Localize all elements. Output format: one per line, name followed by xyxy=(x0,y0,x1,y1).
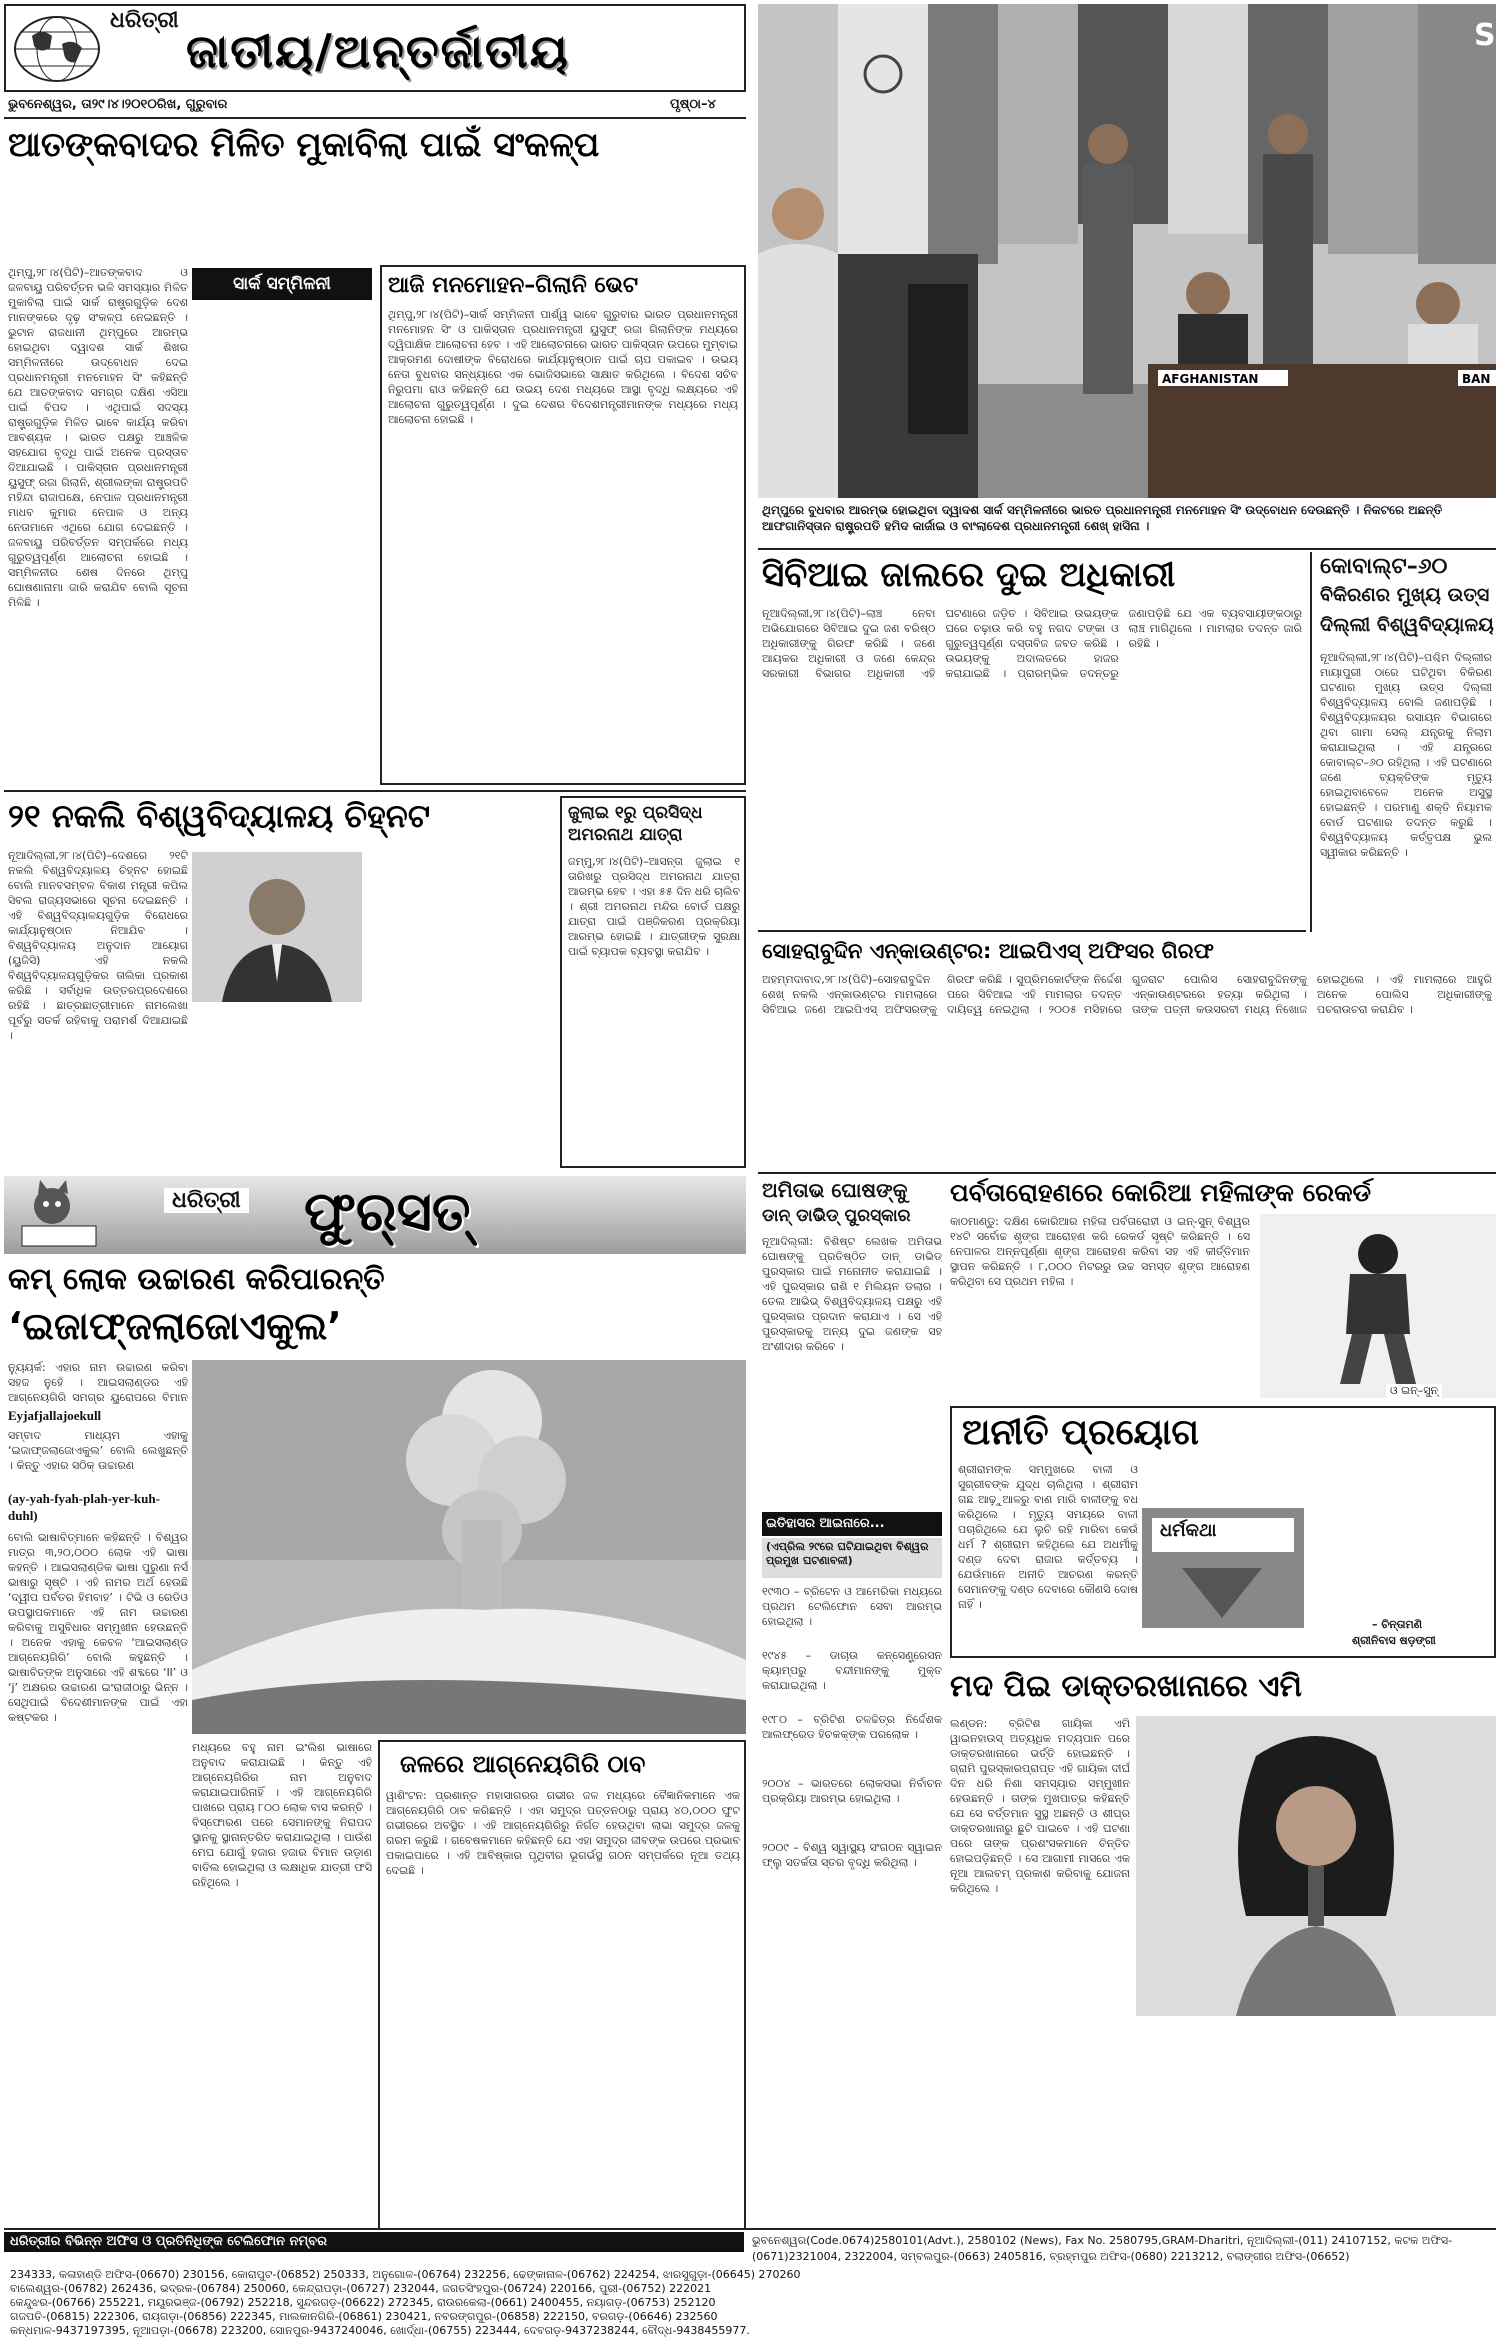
divider xyxy=(4,117,746,119)
volcano-col2: ମଧ୍ୟରେ ବହୁ ନାମ ଇଂଲିଶ ଭାଷାରେ ଅନୁବାଦ କରାଯାଇଛି । କିନ୍ତୁ ଏହି ଆଗ୍ନେୟଗିରିର ନାମ ଅନୁବାଦ କରାଯାଇପାରିନାହିଁ । ଏହି ଆଗ୍ନେୟଗିରି ପାଖରେ ପ୍ରାୟ ୮୦୦ ଲୋକ ବାସ କରନ୍ତି । ବିସ୍ଫୋରଣ ପରେ ସେମାନଙ୍କୁ ନିରାପଦ ସ୍ଥାନକୁ ସ୍ଥାନାନ୍ତରିତ କରାଯାଇଥିଲା । ପାଉଁଶ ମେଘ ଯୋଗୁଁ ହଜାର ହଜାର ବିମାନ ଉଡ଼ାଣ ବାତିଲ ହୋଇଥିଲା ଓ ଲକ୍ଷାଧିକ ଯାତ୍ରୀ ଫସି ରହିଥିଲେ । xyxy=(192,1741,372,1889)
volcano-latin-name: Eyjafjallajoekull xyxy=(8,1408,102,1423)
footer-line: ଭୁବନେଶ୍ୱର(Code.0674)2580101(Advt.), 2580102 (News), Fax No. 2580795,GRAM-Dharitri, ନୂଆଦିଲ୍ଲୀ-(011) 24107152, କଟକ ଅଫିସ- xyxy=(752,2234,1453,2247)
volcano-photo xyxy=(192,1360,746,1734)
amy-headline: ମଦ ପିଇ ଡାକ୍ତରଖାନାରେ ଏମି xyxy=(950,1669,1302,1704)
history-box xyxy=(762,1512,942,2328)
footer xyxy=(4,2228,1496,2336)
anniti-author-2: ଶ୍ରୀନିବାସ ଷଡ଼ଙ୍ଗୀ xyxy=(1352,1634,1436,1647)
underwater-headline: ଜଳରେ ଆଗ୍ନେୟଗିରି ଠାବ xyxy=(400,1750,646,1778)
sohrabuddin-headline: ସୋହରାବୁଦ୍ଦିନ ଏନ୍‌କାଉଣ୍ଟର: ଆଇପିଏସ୍ ଅଫିସର ଗିରଫ xyxy=(762,939,1214,963)
page-number: ପୃଷ୍ଠା–୪ xyxy=(670,97,716,112)
volcano-body-2: ସମ୍ବାଦ ମାଧ୍ୟମ ଏହାକୁ ‘ଇଜାଫ୍‌ଜଲାଜୋଏକୁଲ’ ବୋଲି ଲେଖୁଛନ୍ତି । କିନ୍ତୁ ଏହାର ସଠିକ୍ ଉଚ୍ଚାରଣ xyxy=(8,1429,188,1472)
lead-badge: ସାର୍କ ସମ୍ମିଳନୀ xyxy=(192,268,372,300)
sub-story-box xyxy=(380,265,746,785)
footer-line: କେନ୍ଦୁଝର-(06766) 255221, ମୟୂରଭଞ୍ଜ-(06792) 252218, ସୁନ୍ଦରଗଡ଼-(06622) 272345, ରାଉରକେଲା-(0661) 2400455, ନୟାଗଡ଼-(06753) 252120 xyxy=(10,2296,716,2309)
cobalt-headline-2: ବିକିରଣର ମୁଖ୍ୟ ଉତ୍ସ xyxy=(1320,584,1490,606)
cat-icon xyxy=(12,1180,102,1250)
sub-headline: ଆଜି ମନମୋହନ–ଗିଲାନି ଭେଟ xyxy=(388,273,639,298)
history-title: ଇତିହାସର ଆଇନାରେ... xyxy=(762,1512,942,1536)
dateline: ଭୁବନେଶ୍ୱର, ତା୨୯।୪।୨୦୧୦ରିଖ, ଗୁରୁବାର xyxy=(8,97,228,112)
volcano-body-3: ବୋଲି ଭାଷାବିତ୍‌ମାନେ କହିଛନ୍ତି । ବିଶ୍ୱର ମାତ୍ର ୩,୨୦,୦୦୦ ଲୋକ ଏହି ଭାଷା କହନ୍ତି । ଆଇସଲାଣ୍ଡିକ ଭାଷା ପୁରୁଣା ନର୍ସ ଭାଷାରୁ ସୃଷ୍ଟି । ଏହି ନାମର ଅର୍ଥ ହେଉଛି ‘ଦ୍ୱୀପ ପର୍ବତର ହିମବାହ’ । ଟିଭି ଓ ରେଡିଓ ଉପସ୍ଥାପକମାନେ ଏହି ନାମ ଉଚ୍ଚାରଣ କରିବାକୁ ଅସୁବିଧାର ସମ୍ମୁଖୀନ ହେଉଛନ୍ତି । ଅନେକ ଏହାକୁ କେବଳ ‘ଆଇସଲାଣ୍ଡ ଆଗ୍ନେୟଗିରି’ ବୋଲି କହୁଛନ୍ତି । ଭାଷାବିତ୍‌ଙ୍କ ଅନୁସାରେ ଏହି ଶବ୍ଦରେ ‘ll’ ଓ ‘j’ ଅକ୍ଷରର ଉଚ୍ଚାରଣ ଇଂରାଜୀଠାରୁ ଭିନ୍ନ । ସେଥିପାଇଁ ବିଦେଶୀମାନଙ୍କ ପାଇଁ ଏହା କଷ୍ଟକର । xyxy=(8,1531,188,1724)
fake-univ-body: ନୂଆଦିଲ୍ଲୀ,୨୮।୪(ପିଟି)–ଦେଶରେ ୨୧ଟି ନକଲି ବିଶ୍ୱବିଦ୍ୟାଳୟ ଚିହ୍ନଟ ହୋଇଛି ବୋଲି ମାନବସମ୍ବଳ ବିକାଶ ମନ୍ତ୍ରୀ କପିଲ ସିବଲ ରାଜ୍ୟସଭାରେ ସୂଚନା ଦେଇଛନ୍ତି । ଏହି ବିଶ୍ୱବିଦ୍ୟାଳୟଗୁଡ଼ିକ ବିରୋଧରେ କାର୍ଯ୍ୟାନୁଷ୍ଠାନ ନିଆଯିବ । ବିଶ୍ୱବିଦ୍ୟାଳୟ ଅନୁଦାନ ଆୟୋଗ (ୟୁଜିସି) ଏହି ନକଲି ବିଶ୍ୱବିଦ୍ୟାଳୟଗୁଡ଼ିକର ତାଲିକା ପ୍ରକାଶ କରିଛି । ସର୍ବାଧିକ ଉତ୍ତରପ୍ରଦେଶରେ ରହିଛି । ଛାତ୍ରଛାତ୍ରୀମାନେ ନାମଲେଖା ପୂର୍ବରୁ ସତର୍କ ରହିବାକୁ ପରାମର୍ଶ ଦିଆଯାଇଛି । xyxy=(8,849,188,1042)
history-item: ୧୯୪୫ – ଡାଚାଉ କନ୍‌ସେଣ୍ଟ୍ରେସନ କ୍ୟାମ୍ପରୁ ବନ୍ଦୀମାନଙ୍କୁ ମୁକ୍ତ କରାଯାଇଥିଲା । xyxy=(762,1649,942,1692)
cobalt-body: ନୂଆଦିଲ୍ଲୀ,୨୮।୪(ପିଟି)–ପଶ୍ଚିମ ଦିଲ୍ଲୀର ମାୟାପୁରୀ ଠାରେ ଘଟିଥିବା ବିକିରଣ ଘଟଣାର ମୁଖ୍ୟ ଉତ୍ସ ଦିଲ୍ଲୀ ବିଶ୍ୱବିଦ୍ୟାଳୟ ବୋଲି ଜଣାପଡ଼ିଛି । ବିଶ୍ୱବିଦ୍ୟାଳୟର ରସାୟନ ବିଭାଗରେ ଥିବା ଗାମା ସେଲ୍ ଯନ୍ତ୍ରକୁ ନିଲାମ କରାଯାଇଥିଲା । ଏହି ଯନ୍ତ୍ରରେ କୋବାଲ୍ଟ–୬୦ ରହିଥିଲା । ଏହି ଘଟଣାରେ ଜଣେ ବ୍ୟକ୍ତିଙ୍କ ମୃତ୍ୟୁ ହୋଇଥିବାବେଳେ ଅନେକ ଅସୁସ୍ଥ ହୋଇଛନ୍ତି । ପରମାଣୁ ଶକ୍ତି ନିୟାମକ ବୋର୍ଡ ଘଟଣାର ତଦନ୍ତ କରୁଛି । ବିଶ୍ୱବିଦ୍ୟାଳୟ କର୍ତ୍ତୃପକ୍ଷ ଭୁଲ ସ୍ୱୀକାର କରିଛନ୍ତି । xyxy=(1320,651,1492,859)
section-title: ଜାତୀୟ/ଅନ୍ତର୍ଜାତୀୟ xyxy=(186,24,570,78)
summit-caption: ଥିମ୍ପୁରେ ବୁଧବାର ଆରମ୍ଭ ହୋଇଥିବା ଦ୍ୱାଦଶ ସାର୍କ ସମ୍ମିଳନୀରେ ଭାରତ ପ୍ରଧାନମନ୍ତ୍ରୀ ମନମୋହନ ସିଂ ଉଦ୍‌ବୋଧନ ଦେଉଛନ୍ତି । ନିକଟରେ ଅଛନ୍ତି ଆଫଗାନିସ୍ତାନ ରାଷ୍ଟ୍ରପତି ହମିଦ କାର୍ଜାଇ ଓ ବାଂଲାଦେଶ ପ୍ରଧାନମନ୍ତ୍ରୀ ଶେଖ୍ ହାସିନା । xyxy=(762,503,1443,533)
afghanistan-label: AFGHANISTAN xyxy=(1162,372,1259,386)
cobalt-headline-3: ଦିଲ୍ଲୀ ବିଶ୍ୱବିଦ୍ୟାଳୟ xyxy=(1320,614,1494,636)
volcano-pronunciation: (ay-yah-fyah-plah-yer-kuh-duhl) xyxy=(8,1491,160,1523)
volcano-headline-2: ‘ଇଜାଫ୍‌ଜଲାଜୋଏକୁଲ’ xyxy=(8,1304,342,1348)
lead-body: ଥିମ୍ପୁ,୨୮।୪(ପିଟି)–ଆତଙ୍କବାଦ ଓ ଜଳବାୟୁ ପରିବର୍ତ୍ତନ ଭଳି ସମସ୍ୟାର ମିଳିତ ମୁକାବିଲା ପାଇଁ ସାର୍କ ରାଷ୍ଟ୍ରଗୁଡ଼ିକ ଦେଶ ମାନଙ୍କରେ ଦୃଢ଼ ସଂକଳ୍ପ ନେଇଛନ୍ତି । ଭୁଟାନ ରାଜଧାନୀ ଥିମ୍ପୁରେ ଆରମ୍ଭ ହୋଇଥିବା ଦ୍ୱାଦଶ ସାର୍କ ଶିଖର ସମ୍ମିଳନୀରେ ଉଦ୍‌ବୋଧନ ଦେଇ ପ୍ରଧାନମନ୍ତ୍ରୀ ମନମୋହନ ସିଂ କହିଛନ୍ତି ଯେ ଆତଙ୍କବାଦ ସମଗ୍ର ଦକ୍ଷିଣ ଏସିଆ ପାଇଁ ବିପଦ । ଏଥିପାଇଁ ସଦସ୍ୟ ରାଷ୍ଟ୍ରଗୁଡ଼ିକ ମିଳିତ ଭାବେ କାର୍ଯ୍ୟ କରିବା ଆବଶ୍ୟକ । ଭାରତ ପକ୍ଷରୁ ଆଞ୍ଚଳିକ ସହଯୋଗ ବୃଦ୍ଧି ପାଇଁ ଅନେକ ପ୍ରସ୍ତାବ ଦିଆଯାଇଛି । ପାକିସ୍ତାନ ପ୍ରଧାନମନ୍ତ୍ରୀ ୟୁସୁଫ୍ ରଜା ଗିଲାନି, ଶ୍ରୀଲଙ୍କା ରାଷ୍ଟ୍ରପତି ମହିନ୍ଦା ରାଜାପକ୍ଷେ, ନେପାଳ ପ୍ରଧାନମନ୍ତ୍ରୀ ମାଧବ କୁମାର ନେପାଳ ଓ ଅନ୍ୟ ନେତାମାନେ ଏଥିରେ ଯୋଗ ଦେଇଛନ୍ତି । ଜଳବାୟୁ ପରିବର୍ତ୍ତନ ସମ୍ପର୍କରେ ମଧ୍ୟ ଗୁରୁତ୍ୱପୂର୍ଣ୍ଣ ଆଲୋଚନା ହୋଇଛି । ସମ୍ମିଳନୀର ଶେଷ ଦିନରେ ଥିମ୍ପୁ ଘୋଷଣାନାମା ଜାରି କରାଯିବ ବୋଲି ସୂଚନା ମିଳିଛି । xyxy=(8,266,188,609)
footer-line: 234333, କଳାହାଣ୍ଡି ଅଫିସ-(06670) 230156, କୋରାପୁଟ-(06852) 250333, ଅନୁଗୋଳ-(06764) 232256, ଢେଙ୍କାନାଳ-(06762) 224254, ଝାରସୁଗୁଡ଼ା-(06645) 270260 xyxy=(10,2268,801,2281)
lead-headline: ଆତଙ୍କବାଦର ମିଳିତ ମୁକାବିଲା ପାଇଁ ସଂକଳ୍ପ xyxy=(8,125,600,165)
lead-body-col2 xyxy=(192,304,374,784)
dharmakatha-label: ଧର୍ମକଥା xyxy=(1160,1520,1217,1541)
anniti-body-2 xyxy=(1142,1462,1304,1506)
amitabh-headline-2: ଡାନ୍ ଡାଭିଡ୍ ପୁରସ୍କାର xyxy=(762,1206,911,1226)
footer-line: ଗଜପତି-(06815) 222306, ରାୟଗଡ଼ା-(06856) 222345, ମାଲକାନଗିରି-(06861) 230421, ନବରଙ୍ଗପୁର-(06858) 222150, ବରଗଡ଼-(06646) 232560 xyxy=(10,2310,718,2323)
amitabh-headline-1: ଅମିତାଭ ଘୋଷଙ୍କୁ xyxy=(762,1178,908,1202)
masthead-box xyxy=(4,4,746,92)
history-item: ୨୦୦୯ – ବିଶ୍ୱ ସ୍ୱାସ୍ଥ୍ୟ ସଂଗଠନ ସ୍ୱାଇନ ଫ୍ଲୁ ସତର୍କତା ସ୍ତର ବୃଦ୍ଧି କରିଥିଲା । xyxy=(762,1841,942,1869)
amy-photo xyxy=(1136,1716,1496,2016)
footer-line: ବାଲେଶ୍ୱର-(06782) 262436, ଭଦ୍ରକ-(06784) 250060, କେନ୍ଦ୍ରାପଡ଼ା-(06727) 232044, ଜଗତସିଂହପୁର-(06724) 220166, ପୁରୀ-(06752) 222021 xyxy=(10,2282,712,2295)
history-item: ୧୯୮୦ – ବ୍ରିଟିଶ ଚଳଚ୍ଚିତ୍ର ନିର୍ଦ୍ଦେଶକ ଆଲଫ୍ରେଡ ହିଚକକ୍‌ଙ୍କ ପରଲୋକ । xyxy=(762,1713,942,1741)
volcano-headline-1: କମ୍ ଲୋକ ଉଚ୍ଚାରଣ କରିପାରନ୍ତି xyxy=(8,1262,385,1297)
divider xyxy=(758,1172,1496,1174)
amitabh-body: ନୂଆଦିଲ୍ଲୀ: ବିଶିଷ୍ଟ ଲେଖକ ଅମିତାଭ ଘୋଷଙ୍କୁ ପ୍ରତିଷ୍ଠିତ ଡାନ୍ ଡାଭିଡ୍ ପୁରସ୍କାର ପାଇଁ ମନୋନୀତ କରାଯାଇଛି । ଏହି ପୁରସ୍କାର ରାଶି ୧ ମିଲିୟନ ଡଲାର । ତେଲ ଆଭିଭ୍ ବିଶ୍ୱବିଦ୍ୟାଳୟ ପକ୍ଷରୁ ଏହି ପୁରସ୍କାର ପ୍ରଦାନ କରାଯାଏ । ସେ ଏହି ପୁରସ୍କାରକୁ ଅନ୍ୟ ଦୁଇ ଜଣଙ୍କ ସହ ଅଂଶୀଦାର କରିବେ । xyxy=(762,1235,942,1353)
phursat-banner xyxy=(4,1176,746,1254)
fake-univ-headline: ୨୧ ନକଲି ବିଶ୍ୱବିଦ୍ୟାଳୟ ଚିହ୍ନଟ xyxy=(8,797,431,835)
divider xyxy=(758,548,1496,550)
anniti-body: ଶ୍ରୀରାମଙ୍କ ସମ୍ମୁଖରେ ବାଳୀ ଓ ସୁଗ୍ରୀବଙ୍କ ଯୁଦ୍ଧ ଚାଲିଥିଲା । ଶ୍ରୀରାମ ଗଛ ଆଢ଼ୁଆଳରୁ ବାଣ ମାରି ବାଳୀଙ୍କୁ ବଧ କରିଥିଲେ । ମୃତ୍ୟୁ ସମୟରେ ବାଳୀ ପଚାରିଥିଲେ ଯେ ଲୁଚି ରହି ମାରିବା କେଉଁ ଧର୍ମ ? ଶ୍ରୀରାମ କହିଥିଲେ ଯେ ଅଧର୍ମୀକୁ ଦଣ୍ଡ ଦେବା ରାଜାର କର୍ତ୍ତବ୍ୟ । ଯେଉଁମାନେ ଅନୀତି ଆଚରଣ କରନ୍ତି ସେମାନଙ୍କୁ ଦଣ୍ଡ ଦେବାରେ କୌଣସି ଦୋଷ ନାହିଁ । xyxy=(958,1463,1138,1611)
amy-body: ଲଣ୍ଡନ: ବ୍ରିଟିଶ ଗାୟିକା ଏମି ୱାଇନହାଉସ୍ ଅତ୍ୟଧିକ ମଦ୍ୟପାନ ପରେ ଡାକ୍ତରଖାନାରେ ଭର୍ତ୍ତି ହୋଇଛନ୍ତି । ଗ୍ରାମି ପୁରସ୍କାରପ୍ରାପ୍ତ ଏହି ଗାୟିକା ଦୀର୍ଘ ଦିନ ଧରି ନିଶା ସମସ୍ୟାର ସମ୍ମୁଖୀନ ହେଉଛନ୍ତି । ତାଙ୍କ ମୁଖପାତ୍ର କହିଛନ୍ତି ଯେ ସେ ବର୍ତ୍ତମାନ ସୁସ୍ଥ ଅଛନ୍ତି ଓ ଶୀଘ୍ର ଡାକ୍ତରଖାନାରୁ ଛୁଟି ପାଇବେ । ଏହି ଘଟଣା ପରେ ତାଙ୍କ ପ୍ରଶଂସକମାନେ ଚିନ୍ତିତ ହୋଇପଡ଼ିଛନ୍ତି । ସେ ଆଗାମୀ ମାସରେ ଏକ ନୂଆ ଆଲବମ୍ ପ୍ରକାଶ କରିବାକୁ ଯୋଜନା କରିଥିଲେ । xyxy=(950,1717,1130,1895)
footer-title: ଧରିତ୍ରୀର ବିଭିନ୍ନ ଅଫିସ ଓ ପ୍ରତିନିଧିଙ୍କ ଟେଲିଫୋନ ନମ୍ବର xyxy=(4,2232,744,2252)
cobalt-headline-1: କୋବାଲ୍ଟ–୬୦ xyxy=(1320,554,1448,579)
climber-caption: ଓ ଇନ୍–ସୁନ୍ xyxy=(1386,1384,1442,1398)
ban-label: BAN xyxy=(1462,372,1491,386)
globe-icon xyxy=(12,14,102,84)
korea-headline: ପର୍ବତାରୋହଣରେ କୋରିଆ ମହିଳାଙ୍କ ରେକର୍ଡ xyxy=(950,1178,1372,1207)
cbi-body: ନୂଆଦିଲ୍ଲୀ,୨୮।୪(ପିଟି)–ଲାଞ୍ଚ ନେବା ଅଭିଯୋଗରେ ସିବିଆଇ ଦୁଇ ଜଣ ବରିଷ୍ଠ ଅଧିକାରୀଙ୍କୁ ଗିରଫ କରିଛି । ଜଣେ ଆୟକର ଅଧିକାରୀ ଓ ଜଣେ କେନ୍ଦ୍ର ସରକାରୀ ବିଭାଗର ଅଧିକାରୀ ଏହି ଘଟଣାରେ ଜଡ଼ିତ । ସିବିଆଇ ଉଭୟଙ୍କ ଘରେ ଚଢ଼ାଉ କରି ବହୁ ନଗଦ ଟଙ୍କା ଓ ଗୁରୁତ୍ୱପୂର୍ଣ୍ଣ ଦସ୍ତାବିଜ ଜବତ କରିଛି । ଉଭୟଙ୍କୁ ଅଦାଲତରେ ହାଜର କରାଯାଇଛି । ପ୍ରାରମ୍ଭିକ ତଦନ୍ତରୁ ଜଣାପଡ଼ିଛି ଯେ ଏକ ବ୍ୟବସାୟୀଙ୍କଠାରୁ ଲାଞ୍ଚ ମାଗିଥିଲେ । ମାମଲାର ତଦନ୍ତ ଜାରି ରହିଛି । xyxy=(762,607,1302,680)
phursat-logo: ଧରିତ୍ରୀ xyxy=(164,1188,249,1213)
side-letter: S xyxy=(1474,18,1496,53)
amarnath-box xyxy=(560,796,746,1168)
amarnath-body: ଜମ୍ମୁ,୨୮।୪(ପିଟି)–ଆସନ୍ତା ଜୁଲାଇ ୧ ତାରିଖରୁ ପ୍ରସିଦ୍ଧ ଅମରନାଥ ଯାତ୍ରା ଆରମ୍ଭ ହେବ । ଏହା ୫୫ ଦିନ ଧରି ଚାଲିବ । ଶ୍ରୀ ଅମରନାଥ ମନ୍ଦିର ବୋର୍ଡ ପକ୍ଷରୁ ଯାତ୍ରା ପାଇଁ ପଞ୍ଜିକରଣ ପ୍ରକ୍ରିୟା ଆରମ୍ଭ ହୋଇଛି । ଯାତ୍ରୀଙ୍କ ସୁରକ୍ଷା ପାଇଁ ବ୍ୟାପକ ବ୍ୟବସ୍ଥା କରାଯିବ । xyxy=(568,855,740,958)
divider xyxy=(758,930,1306,932)
anniti-box xyxy=(950,1406,1496,1658)
volcano-body-1: ନ୍ୟୁୟର୍କ: ଏହାର ନାମ ଉଚ୍ଚାରଣ କରିବା ସହଜ ନୁହେଁ । ଆଇସଲାଣ୍ଡର ଏହି ଆଗ୍ନେୟଗିରି ସମଗ୍ର ୟୁରୋପରେ ବିମାନ xyxy=(8,1361,188,1404)
footer-line: (0671)2321004, 2322004, ସମ୍ବଲପୁର-(0663) 2405816, ବ୍ରହ୍ମପୁର ଅଫିସ-(0680) 2213212, ବଲାଙ୍ଗୀର ଅଫିସ-(06652) xyxy=(752,2250,1350,2263)
korea-body: କାଠମାଣ୍ଡୁ: ଦକ୍ଷିଣ କୋରିଆର ମହିଳା ପର୍ବତାରୋହୀ ଓ ଇନ୍-ସୁନ୍ ବିଶ୍ୱର ୧୪ଟି ସର୍ବୋଚ୍ଚ ଶୃଙ୍ଗ ଆରୋହଣ କରି ରେକର୍ଡ ସୃଷ୍ଟି କରିଛନ୍ତି । ସେ ନେପାଳର ଅନ୍ନପୂର୍ଣ୍ଣା ଶୃଙ୍ଗ ଆରୋହଣ କରିବା ସହ ଏହି କୀର୍ତ୍ତିମାନ ସ୍ଥାପନ କରିଛନ୍ତି । ୮,୦୦୦ ମିଟରରୁ ଉଚ୍ଚ ସମସ୍ତ ଶୃଙ୍ଗ ଆରୋହଣ କରିଥିବା ସେ ପ୍ରଥମ ମହିଳା । xyxy=(950,1215,1250,1288)
cobalt-box xyxy=(1310,552,1496,932)
fake-univ-body-2 xyxy=(192,1006,362,1168)
cbi-headline: ସିବିଆଇ ଜାଲରେ ଦୁଇ ଅଧିକାରୀ xyxy=(762,555,1176,595)
phursat-title: ଫୁର୍‌ସତ୍ xyxy=(304,1180,471,1243)
anniti-author: – ଚିନ୍ତାମଣି xyxy=(1372,1618,1423,1631)
climber-photo xyxy=(1260,1214,1496,1398)
sohrabuddin-body: ଅହମ୍ମଦାବାଦ,୨୮।୪(ପିଟି)–ସୋହରାବୁଦ୍ଦିନ ଶେଖ୍ ନକଲି ଏନ୍‌କାଉଣ୍ଟର ମାମଲାରେ ସିବିଆଇ ଜଣେ ଆଇପିଏସ୍ ଅଫିସରଙ୍କୁ ଗିରଫ କରିଛି । ସୁପ୍ରିମକୋର୍ଟଙ୍କ ନିର୍ଦ୍ଦେଶ ପରେ ସିବିଆଇ ଏହି ମାମଲାର ତଦନ୍ତ ଦାୟିତ୍ୱ ନେଇଥିଲା । ୨୦୦୫ ମସିହାରେ ଗୁଜରାଟ ପୋଲିସ ସୋହରାବୁଦ୍ଦିନଙ୍କୁ ଏନ୍‌କାଉଣ୍ଟରରେ ହତ୍ୟା କରିଥିଲା । ତାଙ୍କ ପତ୍ନୀ କଉସରବୀ ମଧ୍ୟ ନିଖୋଜ ହୋଇଥିଲେ । ଏହି ମାମଲାରେ ଆହୁରି ଅନେକ ପୋଲିସ ଅଧିକାରୀଙ୍କୁ ପଚରାଉଚରା କରାଯିବ । xyxy=(762,973,1492,1016)
sub-body: ଥିମ୍ପୁ,୨୮।୪(ପିଟି)–ସାର୍କ ସମ୍ମିଳନୀ ପାର୍ଶ୍ୱ ଭାବେ ଗୁରୁବାର ଭାରତ ପ୍ରଧାନମନ୍ତ୍ରୀ ମନମୋହନ ସିଂ ଓ ପାକିସ୍ତାନ ପ୍ରଧାନମନ୍ତ୍ରୀ ୟୁସୁଫ୍ ରଜା ଗିଲାନିଙ୍କ ମଧ୍ୟରେ ଦ୍ୱିପାକ୍ଷିକ ଆଲୋଚନା ହେବ । ଏହି ଆଲୋଚନାରେ ଭାରତ ପାକିସ୍ତାନ ଉପରେ ମୁମ୍ବାଇ ଆକ୍ରମଣ ଦୋଷୀଙ୍କ ବିରୋଧରେ କାର୍ଯ୍ୟାନୁଷ୍ଠାନ ପାଇଁ ଚାପ ପକାଇବ । ଉଭୟ ନେତା ବୁଧବାର ସନ୍ଧ୍ୟାରେ ଏକ ଭୋଜିସଭାରେ ସାକ୍ଷାତ କରିଥିଲେ । ବିଦେଶ ସଚିବ ନିରୁପମା ରାଓ କହିଛନ୍ତି ଯେ ଉଭୟ ଦେଶ ମଧ୍ୟରେ ଆସ୍ଥା ବୃଦ୍ଧି ଲକ୍ଷ୍ୟରେ ଏହି ଆଲୋଚନା ଗୁରୁତ୍ୱପୂର୍ଣ୍ଣ । ଦୁଇ ଦେଶର ବିଦେଶମନ୍ତ୍ରୀମାନଙ୍କ ମଧ୍ୟରେ ମଧ୍ୟ ଆଲୋଚନା ହୋଇଛି । xyxy=(388,308,738,426)
fake-univ-body-3 xyxy=(366,848,554,1168)
history-item: ୨୦୦୪ – ଭାରତରେ ଲୋକସଭା ନିର୍ବାଚନ ପ୍ରକ୍ରିୟା ଆରମ୍ଭ ହୋଇଥିଲା । xyxy=(762,1777,942,1805)
history-subtitle: (ଏପ୍ରିଲ ୨୯ରେ ଘଟିଯାଇଥିବା ବିଶ୍ୱର ପ୍ରମୁଖ ଘଟଣାବଳୀ) xyxy=(762,1538,942,1578)
divider xyxy=(4,790,746,792)
footer-line: କନ୍ଧମାଳ-9437197395, ନୂଆପଡ଼ା-(06678) 223200, ସୋନପୁର-9437240046, ଖୋର୍ଦ୍ଧା-(06755) 223444, ଦେବଗଡ଼-9437238244, ବୌଦ୍ଧ-9438455977. xyxy=(10,2324,750,2337)
underwater-body: ୱାଶିଂଟନ: ପ୍ରଶାନ୍ତ ମହାସାଗରର ଗଭୀର ଜଳ ମଧ୍ୟରେ ବୈଜ୍ଞାନିକମାନେ ଏକ ଆଗ୍ନେୟଗିରି ଠାବ କରିଛନ୍ତି । ଏହା ସମୁଦ୍ର ପତ୍ତନଠାରୁ ପ୍ରାୟ ୪୦,୦୦୦ ଫୁଟ ଗଭୀରରେ ଅବସ୍ଥିତ । ଏହି ଆଗ୍ନେୟଗିରିରୁ ନିର୍ଗତ ହେଉଥିବା ଲାଭା ସମୁଦ୍ର ଜଳକୁ ଗରମ କରୁଛି । ଗବେଷକମାନେ କହିଛନ୍ତି ଯେ ଏହା ସମୁଦ୍ର ଜୀବଙ୍କ ଉପରେ ପ୍ରଭାବ ପକାଇପାରେ । ଏହି ଆବିଷ୍କାର ପୃଥିବୀର ଭୂଗର୍ଭସ୍ଥ ଗଠନ ସମ୍ପର୍କରେ ନୂଆ ତଥ୍ୟ ଦେଇଛି । xyxy=(386,1789,740,1877)
anniti-body-3 xyxy=(1310,1462,1490,1612)
anniti-headline: ଅନୀତି ପ୍ରୟୋଗ xyxy=(962,1412,1200,1453)
amarnath-headline: ଜୁଲାଇ ୧ରୁ ପ୍ରସିଦ୍ଧ ଅମରନାଥ ଯାତ୍ରା xyxy=(568,803,703,845)
history-item: ୧୯୩୦ – ବ୍ରିଟେନ ଓ ଆମେରିକା ମଧ୍ୟରେ ପ୍ରଥମ ଟେଲିଫୋନ ସେବା ଆରମ୍ଭ ହୋଇଥିଲା । xyxy=(762,1585,942,1628)
sibal-photo xyxy=(192,852,362,1002)
summit-photo xyxy=(758,4,1496,498)
logo-text: ଧରିତ୍ରୀ xyxy=(110,8,179,33)
